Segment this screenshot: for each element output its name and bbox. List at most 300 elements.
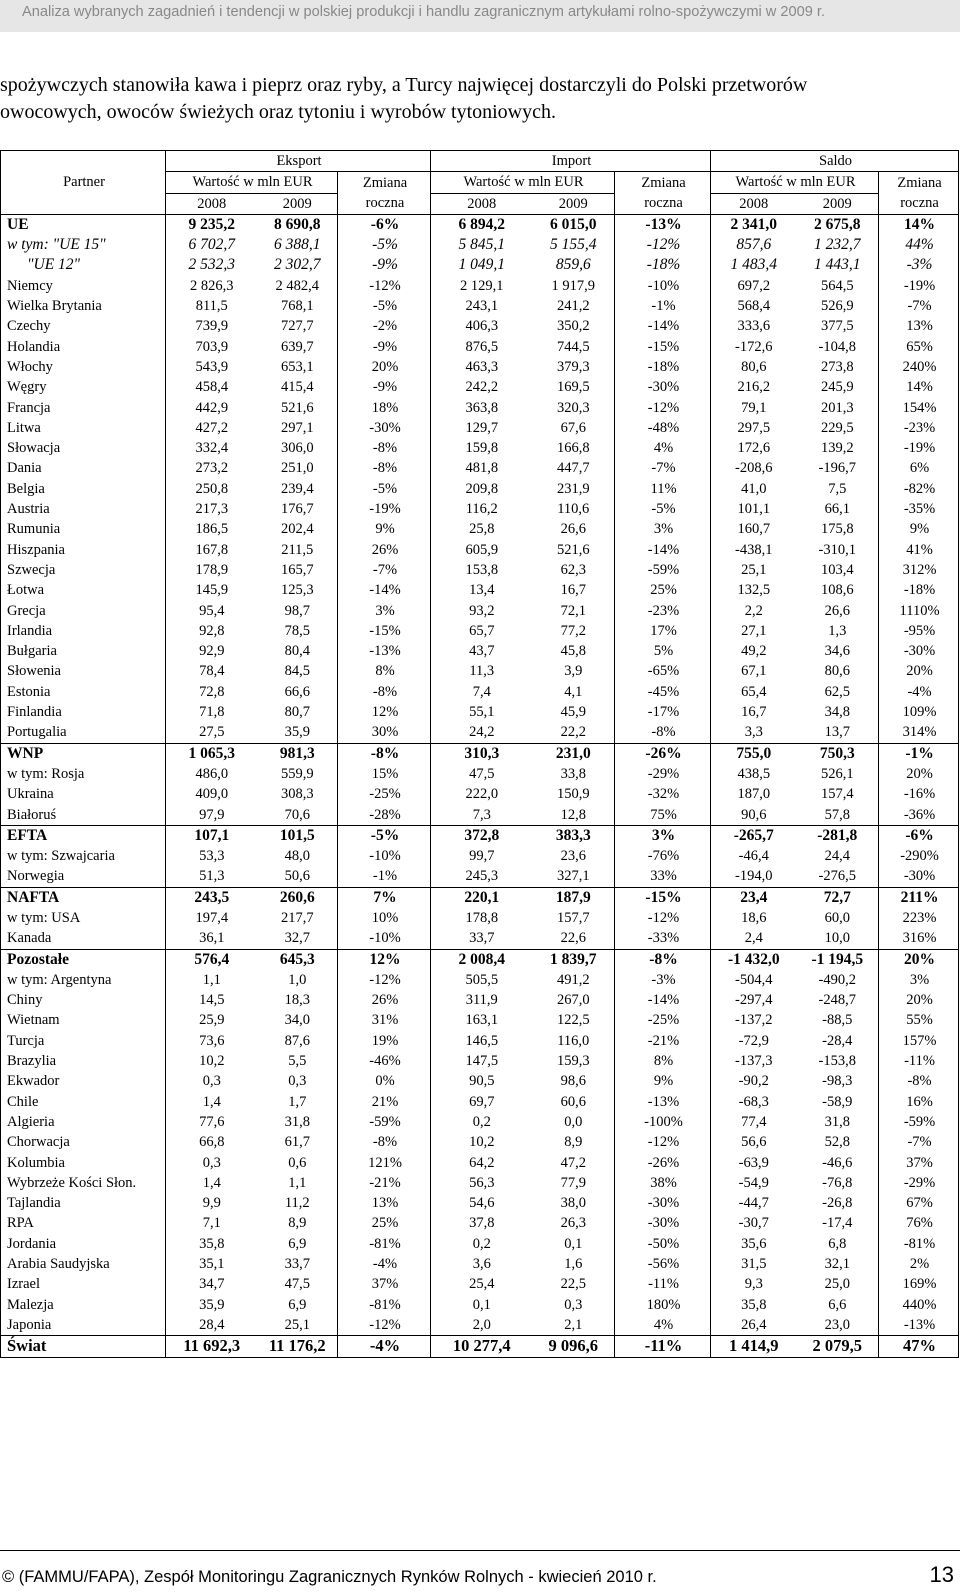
value-cell: 526,9 bbox=[820, 298, 854, 315]
value-cell: -8% bbox=[338, 438, 431, 458]
value-cell: 10,0 bbox=[824, 930, 850, 947]
value-cell: 78,4 bbox=[199, 663, 225, 680]
value-cell: 1 483,4 bbox=[730, 256, 778, 274]
value-cell: -13% bbox=[879, 1315, 959, 1336]
value-cell: 481,8 bbox=[465, 460, 499, 477]
value-cell: 71,8 bbox=[199, 704, 225, 721]
value-cell: 10,2 bbox=[199, 1053, 225, 1070]
value-cell: 48,0 bbox=[284, 848, 310, 865]
partner-cell: w tym: Argentyna bbox=[1, 970, 166, 990]
value-cell: 69,7 bbox=[469, 1093, 495, 1110]
partner-cell: w tym: "UE 15" bbox=[1, 235, 166, 255]
value-cell: 576,4 bbox=[166, 949, 256, 970]
partner-cell: Włochy bbox=[1, 357, 166, 377]
value-cell: -137,3 bbox=[735, 1053, 773, 1070]
partner-cell: NAFTA bbox=[1, 887, 166, 908]
value-cell: 18,6 bbox=[741, 909, 767, 926]
value-cell: 169,5 bbox=[556, 379, 590, 396]
value-cell: 72,7 bbox=[795, 887, 879, 908]
value-cell: 80,6 bbox=[824, 663, 850, 680]
value-cell: 47% bbox=[879, 1336, 959, 1357]
value-cell: 697,2 bbox=[737, 277, 771, 294]
value-cell: 0,2 bbox=[472, 1113, 491, 1130]
value-cell: 231,0 bbox=[531, 743, 615, 764]
value-cell: 157% bbox=[879, 1031, 959, 1051]
value-cell: 16,7 bbox=[560, 582, 586, 599]
value-cell: 125,3 bbox=[280, 582, 314, 599]
value-cell: 1 443,1 bbox=[814, 256, 861, 274]
value-cell: 217,7 bbox=[280, 909, 314, 926]
value-cell: 5,5 bbox=[288, 1053, 307, 1070]
value-cell: 172,6 bbox=[737, 440, 771, 457]
value-cell: 645,3 bbox=[256, 949, 338, 970]
value-cell: 209,8 bbox=[465, 480, 499, 497]
value-cell: 98,7 bbox=[284, 602, 310, 619]
value-cell: -3% bbox=[879, 255, 959, 275]
value-cell: -30% bbox=[879, 866, 959, 887]
value-cell: 1,4 bbox=[202, 1174, 221, 1191]
value-cell: 14% bbox=[879, 377, 959, 397]
value-cell: 30% bbox=[338, 722, 431, 743]
value-cell: 363,8 bbox=[465, 399, 499, 416]
value-cell: 491,2 bbox=[556, 971, 590, 988]
value-cell: 103,4 bbox=[820, 561, 854, 578]
value-cell: -82% bbox=[879, 479, 959, 499]
value-cell: 35,8 bbox=[199, 1235, 225, 1252]
value-cell: 55,1 bbox=[469, 704, 495, 721]
value-cell: -5% bbox=[338, 296, 431, 316]
value-cell: 139,2 bbox=[820, 440, 854, 457]
value-cell: -12% bbox=[338, 970, 431, 990]
table-row bbox=[1, 458, 959, 478]
value-cell: -12% bbox=[615, 398, 711, 418]
value-cell: -17,4 bbox=[822, 1215, 853, 1232]
table-row bbox=[1, 764, 959, 784]
partner-cell: Słowacja bbox=[1, 438, 166, 458]
value-cell: 260,6 bbox=[256, 887, 338, 908]
value-cell: -9% bbox=[338, 377, 431, 397]
value-cell: 132,5 bbox=[737, 582, 771, 599]
value-cell: -10% bbox=[338, 846, 431, 866]
value-cell: 26% bbox=[338, 990, 431, 1010]
value-cell: -33% bbox=[615, 928, 711, 949]
value-cell: 222,0 bbox=[465, 786, 499, 803]
value-cell: 526,1 bbox=[820, 765, 854, 782]
table-row bbox=[1, 641, 959, 661]
value-cell: 52,8 bbox=[824, 1134, 850, 1151]
partner-cell: Tajlandia bbox=[1, 1193, 166, 1213]
value-cell: 25,0 bbox=[824, 1276, 850, 1293]
value-cell: 92,8 bbox=[199, 622, 225, 639]
table-row bbox=[1, 1031, 959, 1051]
value-cell: -290% bbox=[879, 846, 959, 866]
value-cell: -9% bbox=[338, 337, 431, 357]
partner-cell: Rumunia bbox=[1, 519, 166, 539]
value-cell: -13% bbox=[338, 641, 431, 661]
value-cell: 160,7 bbox=[737, 521, 771, 538]
partner-cell: Kolumbia bbox=[1, 1153, 166, 1173]
table-row bbox=[1, 928, 959, 949]
table-row bbox=[1, 316, 959, 336]
partner-cell: Estonia bbox=[1, 682, 166, 702]
table-body bbox=[1, 214, 959, 1357]
value-cell: -10% bbox=[338, 928, 431, 949]
value-cell: 10,2 bbox=[469, 1134, 495, 1151]
value-cell: -12% bbox=[338, 1315, 431, 1336]
value-cell: 169% bbox=[879, 1274, 959, 1294]
value-cell: 55% bbox=[879, 1010, 959, 1030]
value-cell: -14% bbox=[615, 540, 711, 560]
table-row bbox=[1, 702, 959, 722]
partner-cell: Pozostałe bbox=[1, 949, 166, 970]
value-cell: 217,3 bbox=[195, 501, 229, 518]
partner-cell: Izrael bbox=[1, 1274, 166, 1294]
value-cell: -46% bbox=[338, 1051, 431, 1071]
partner-cell: Czechy bbox=[1, 316, 166, 336]
value-cell: -81% bbox=[338, 1234, 431, 1254]
value-cell: -10% bbox=[615, 276, 711, 296]
value-cell: 35,1 bbox=[199, 1256, 225, 1273]
partner-cell: Brazylia bbox=[1, 1051, 166, 1071]
value-cell: 77,4 bbox=[741, 1113, 767, 1130]
value-cell: 316% bbox=[879, 928, 959, 949]
value-cell: 145,9 bbox=[195, 582, 229, 599]
value-cell: -104,8 bbox=[818, 338, 857, 355]
value-cell: 10 277,4 bbox=[431, 1336, 531, 1357]
value-cell: 75% bbox=[615, 805, 711, 826]
table-row bbox=[1, 661, 959, 681]
table-row bbox=[1, 949, 959, 970]
table-row bbox=[1, 846, 959, 866]
running-header: Analiza wybranych zagadnień i tendencji w polskiej produkcji i handlu zagranicznym artykułami rolno-spożywczymi w 2009 r. bbox=[22, 4, 826, 20]
value-cell: 653,1 bbox=[280, 358, 314, 375]
value-cell: -19% bbox=[879, 276, 959, 296]
value-cell: 24,4 bbox=[824, 848, 850, 865]
partner-cell: UE bbox=[1, 214, 166, 235]
value-cell: -490,2 bbox=[818, 971, 857, 988]
table-row bbox=[1, 1112, 959, 1132]
table-row bbox=[1, 540, 959, 560]
value-cell: 2 341,0 bbox=[730, 215, 778, 233]
value-cell: 3,6 bbox=[472, 1256, 491, 1273]
partner-cell: Świat bbox=[1, 1336, 166, 1357]
table-row bbox=[1, 1051, 959, 1071]
table-row bbox=[1, 479, 959, 499]
value-cell: 25% bbox=[615, 580, 711, 600]
value-cell: -19% bbox=[338, 499, 431, 519]
value-cell: 116,2 bbox=[465, 501, 498, 518]
value-cell: 463,3 bbox=[465, 358, 499, 375]
value-cell: 0,6 bbox=[288, 1154, 307, 1171]
value-cell: 62,5 bbox=[824, 683, 850, 700]
value-cell: 80,6 bbox=[741, 358, 767, 375]
change-header: Zmiana bbox=[338, 172, 431, 193]
value-cell: 37,8 bbox=[469, 1215, 495, 1232]
value-cell: 35,8 bbox=[741, 1296, 767, 1313]
value-cell: 11 176,2 bbox=[256, 1336, 338, 1357]
value-cell: 505,5 bbox=[465, 971, 499, 988]
value-cell: 3% bbox=[615, 519, 711, 539]
value-cell: -15% bbox=[615, 887, 711, 908]
value-cell: 110,6 bbox=[557, 501, 590, 518]
value-cell: 31,5 bbox=[741, 1256, 767, 1273]
value-cell: 33,7 bbox=[469, 930, 495, 947]
value-cell: 23,6 bbox=[560, 848, 586, 865]
value-cell: 2 302,7 bbox=[274, 256, 321, 274]
value-cell: -54,9 bbox=[738, 1174, 769, 1191]
value-cell: 72,1 bbox=[560, 602, 586, 619]
value-cell: 12% bbox=[338, 702, 431, 722]
value-cell: -59% bbox=[879, 1112, 959, 1132]
value-cell: 20% bbox=[879, 661, 959, 681]
value-cell: -28% bbox=[338, 805, 431, 826]
value-cell: 409,0 bbox=[195, 786, 229, 803]
value-cell: 6 894,2 bbox=[458, 215, 505, 233]
value-cell: 8,9 bbox=[288, 1215, 307, 1232]
footer-text: © (FAMMU/FAPA), Zespół Monitoringu Zagranicznych Rynków Rolnych - kwiecień 2010 r. bbox=[2, 1568, 657, 1586]
year-header: 2008 bbox=[431, 193, 531, 214]
table-row bbox=[1, 1315, 959, 1336]
table-row bbox=[1, 1132, 959, 1152]
value-cell: 350,2 bbox=[556, 318, 590, 335]
value-cell: 150,9 bbox=[556, 786, 590, 803]
value-cell: 66,6 bbox=[284, 683, 310, 700]
value-cell: -4% bbox=[338, 1254, 431, 1274]
value-cell: -172,6 bbox=[735, 338, 773, 355]
value-cell: -29% bbox=[615, 764, 711, 784]
value-cell: 76% bbox=[879, 1213, 959, 1233]
value-cell: 2,0 bbox=[472, 1316, 491, 1333]
value-cell: -14% bbox=[615, 316, 711, 336]
value-cell: 243,1 bbox=[465, 298, 499, 315]
value-cell: 35,9 bbox=[199, 1296, 225, 1313]
value-cell: 750,3 bbox=[795, 743, 879, 764]
value-cell: 2,4 bbox=[744, 930, 763, 947]
value-cell: 211,5 bbox=[281, 541, 314, 558]
partner-cell: Chile bbox=[1, 1092, 166, 1112]
value-cell: -50% bbox=[615, 1234, 711, 1254]
value-cell: 22,2 bbox=[560, 724, 586, 741]
value-cell: 1 065,3 bbox=[166, 743, 256, 764]
table-row bbox=[1, 1010, 959, 1030]
table-row bbox=[1, 1234, 959, 1254]
value-cell: -63,9 bbox=[738, 1154, 769, 1171]
value-cell: -8% bbox=[879, 1071, 959, 1091]
value-cell: 31,8 bbox=[284, 1113, 310, 1130]
partner-cell: Norwegia bbox=[1, 866, 166, 887]
partner-cell: Białoruś bbox=[1, 805, 166, 826]
value-cell: 2 008,4 bbox=[431, 949, 531, 970]
value-cell: -18% bbox=[879, 580, 959, 600]
value-cell: 67,6 bbox=[560, 419, 586, 436]
value-cell: 90,5 bbox=[469, 1073, 495, 1090]
table-row bbox=[1, 1213, 959, 1233]
value-cell: 3% bbox=[338, 601, 431, 621]
value-cell: -46,6 bbox=[822, 1154, 853, 1171]
value-cell: 201,3 bbox=[820, 399, 854, 416]
value-cell: 38,0 bbox=[560, 1195, 586, 1212]
value-cell: -59% bbox=[615, 560, 711, 580]
value-cell: -45% bbox=[615, 682, 711, 702]
table-row bbox=[1, 825, 959, 846]
value-cell: 0,0 bbox=[564, 1113, 583, 1130]
value-cell: 34,6 bbox=[824, 643, 850, 660]
value-cell: 67% bbox=[879, 1193, 959, 1213]
value-cell: 267,0 bbox=[556, 992, 590, 1009]
value-cell: 47,5 bbox=[469, 765, 495, 782]
value-cell: 14% bbox=[879, 214, 959, 235]
value-cell: -11% bbox=[615, 1274, 711, 1294]
value-cell: 297,5 bbox=[737, 419, 771, 436]
partner-cell: Arabia Saudyjska bbox=[1, 1254, 166, 1274]
partner-cell: Chiny bbox=[1, 990, 166, 1010]
value-cell: 379,3 bbox=[556, 358, 590, 375]
value-cell: 486,0 bbox=[195, 765, 229, 782]
value-cell: 0,1 bbox=[472, 1296, 491, 1313]
value-cell: 1,6 bbox=[564, 1256, 583, 1273]
table-row bbox=[1, 235, 959, 255]
value-cell: -18% bbox=[615, 255, 711, 275]
value-cell: -76,8 bbox=[822, 1174, 853, 1191]
value-cell: 47,2 bbox=[560, 1154, 586, 1171]
import-header: Import bbox=[431, 151, 711, 172]
value-cell: -30% bbox=[338, 418, 431, 438]
table-row bbox=[1, 601, 959, 621]
value-cell: -44,7 bbox=[738, 1195, 769, 1212]
value-cell: 0,1 bbox=[564, 1235, 583, 1252]
value-cell: 13% bbox=[879, 316, 959, 336]
partner-cell: Węgry bbox=[1, 377, 166, 397]
value-cell: 11% bbox=[615, 479, 711, 499]
table-row bbox=[1, 1153, 959, 1173]
value-cell: 62,3 bbox=[560, 561, 586, 578]
value-cell: 13,7 bbox=[824, 724, 850, 741]
value-cell: 16,7 bbox=[741, 704, 767, 721]
value-cell: 66,1 bbox=[824, 501, 850, 518]
table-row bbox=[1, 418, 959, 438]
value-cell: 27,1 bbox=[741, 622, 767, 639]
value-cell: 857,6 bbox=[736, 236, 772, 254]
table-header bbox=[1, 151, 959, 215]
partner-cell: w tym: USA bbox=[1, 908, 166, 928]
value-cell: 61,7 bbox=[284, 1134, 310, 1151]
value-cell: 245,3 bbox=[465, 868, 499, 885]
value-cell: 21% bbox=[338, 1092, 431, 1112]
value-cell: 5% bbox=[615, 641, 711, 661]
value-cell: 406,3 bbox=[465, 318, 499, 335]
value-cell: -297,4 bbox=[735, 992, 773, 1009]
value-cell: -28,4 bbox=[822, 1032, 853, 1049]
value-cell: 38% bbox=[615, 1173, 711, 1193]
value-cell: -276,5 bbox=[818, 868, 857, 885]
value-cell: -1 432,0 bbox=[711, 949, 795, 970]
value-cell: 65,4 bbox=[741, 683, 767, 700]
partner-cell: w tym: Szwajcaria bbox=[1, 846, 166, 866]
partner-cell: Wietnam bbox=[1, 1010, 166, 1030]
value-cell: 20% bbox=[879, 949, 959, 970]
footer-divider bbox=[0, 1550, 960, 1551]
value-cell: 44% bbox=[879, 235, 959, 255]
value-cell: 50,6 bbox=[284, 868, 310, 885]
partner-cell: Kanada bbox=[1, 928, 166, 949]
value-cell: 92,9 bbox=[199, 643, 225, 660]
value-cell: -25% bbox=[338, 784, 431, 804]
value-cell: -4% bbox=[338, 1336, 431, 1357]
value-cell: 639,7 bbox=[280, 338, 314, 355]
value-cell: 56,6 bbox=[741, 1134, 767, 1151]
partner-cell: Dania bbox=[1, 458, 166, 478]
value-cell: -12% bbox=[338, 276, 431, 296]
value-cell: 377,5 bbox=[820, 318, 854, 335]
value-cell: -5% bbox=[338, 825, 431, 846]
partner-cell: RPA bbox=[1, 1213, 166, 1233]
value-cell: -48% bbox=[615, 418, 711, 438]
table-row bbox=[1, 1295, 959, 1315]
table-row bbox=[1, 621, 959, 641]
value-cell: 178,8 bbox=[465, 909, 499, 926]
value-cell: 93,2 bbox=[469, 602, 495, 619]
value-cell: 116,0 bbox=[557, 1032, 590, 1049]
value-cell: -30% bbox=[615, 1213, 711, 1233]
value-cell: -100% bbox=[615, 1112, 711, 1132]
table-row bbox=[1, 1336, 959, 1357]
table-row bbox=[1, 337, 959, 357]
value-cell: 187,9 bbox=[531, 887, 615, 908]
value-cell: 77,6 bbox=[199, 1113, 225, 1130]
value-cell: 165,7 bbox=[280, 561, 314, 578]
table-row bbox=[1, 377, 959, 397]
value-cell: 33% bbox=[615, 866, 711, 887]
value-cell: 559,9 bbox=[280, 765, 314, 782]
value-cell: -1 194,5 bbox=[795, 949, 879, 970]
value-cell: 78,5 bbox=[284, 622, 310, 639]
partner-cell: Ekwador bbox=[1, 1071, 166, 1091]
value-cell: 9 096,6 bbox=[531, 1336, 615, 1357]
value-cell: 223% bbox=[879, 908, 959, 928]
partner-cell: Chorwacja bbox=[1, 1132, 166, 1152]
value-cell: 220,1 bbox=[431, 887, 531, 908]
value-cell: 9,9 bbox=[202, 1195, 221, 1212]
value-cell: 77,2 bbox=[560, 622, 586, 639]
value-cell: 186,5 bbox=[195, 521, 229, 538]
value-cell: 66,8 bbox=[199, 1134, 225, 1151]
value-cell: 13% bbox=[338, 1193, 431, 1213]
table-row bbox=[1, 1193, 959, 1213]
table-row bbox=[1, 1173, 959, 1193]
value-cell: 6,9 bbox=[288, 1296, 307, 1313]
value-cell: 438,5 bbox=[737, 765, 771, 782]
value-cell: -46,4 bbox=[738, 848, 769, 865]
value-cell: 744,5 bbox=[556, 338, 590, 355]
value-cell: 202,4 bbox=[280, 521, 314, 538]
value-cell: -12% bbox=[615, 1132, 711, 1152]
value-cell: -4% bbox=[879, 682, 959, 702]
value-cell: -98,3 bbox=[822, 1073, 853, 1090]
value-cell: 739,9 bbox=[195, 318, 229, 335]
value-cell: 49,2 bbox=[741, 643, 767, 660]
value-cell: -7% bbox=[615, 458, 711, 478]
value-cell: -1% bbox=[338, 866, 431, 887]
value-cell: 157,7 bbox=[556, 909, 590, 926]
value-cell: 327,1 bbox=[556, 868, 590, 885]
value-cell: 27,5 bbox=[199, 724, 225, 741]
value-cell: 13,4 bbox=[469, 582, 495, 599]
table-row bbox=[1, 255, 959, 275]
value-cell: 121% bbox=[338, 1153, 431, 1173]
value-cell: 8% bbox=[615, 1051, 711, 1071]
value-cell: 22,5 bbox=[560, 1276, 586, 1293]
value-cell: 333,6 bbox=[737, 318, 771, 335]
